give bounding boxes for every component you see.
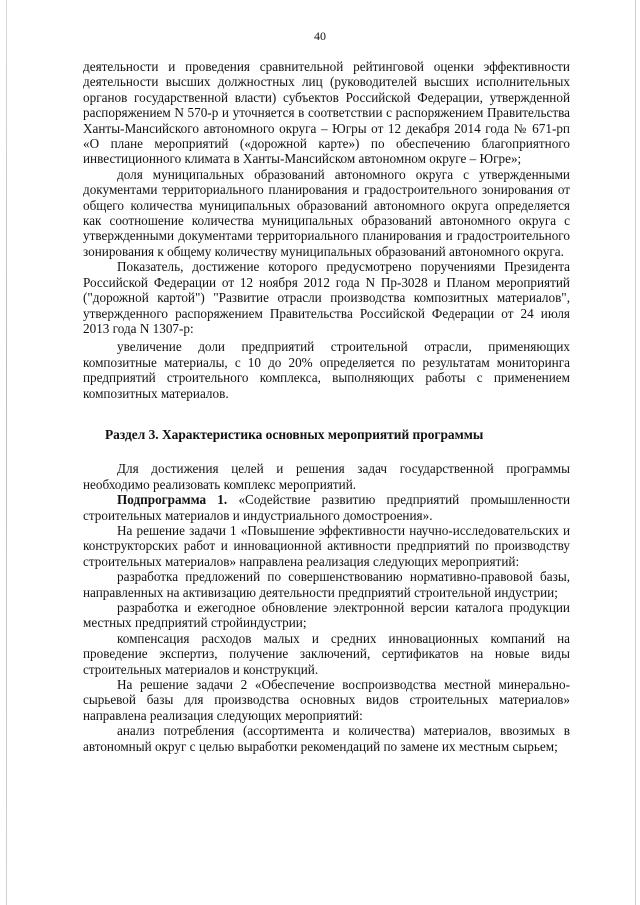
- paragraph-1: деятельности и проведения сравнительной рейтинговой оценки эффективности деятельности высших должностных лиц (руководителей высших исполнительных органов государственной власти) субъектов Российской Федерации, утвержденной распоряжением N 570-р и уточняется в соответствии с распоряжением Правительства Ханты-Мансийского автономного округа – Югры от 12 декабря 2014 года № 671-рп «О плане мероприятий («дорожной карте») по обеспечению благоприятного инвестиционного климата в Ханты-Мансийском автономном округе – Югре»;: [83, 59, 570, 167]
- scan-edge-left: [6, 0, 7, 905]
- paragraph-4: увеличение доли предприятий строительной отрасли, применяющих композитные материалы, с 10 до 20% определяется по результатам мониторинга предприятий строительного комплекса, выполняющих работы с применением композитных материалов.: [83, 339, 570, 401]
- list-item-4: анализ потребления (ассортимента и количества) материалов, ввозимых в автономный округ с целью выработки рекомендаций по замене их местным сырьем;: [83, 723, 570, 754]
- subprogram-1-text: «Содействие развитию предприятий промышленности строительных материалов и индустриального домостроения».: [83, 492, 570, 523]
- document-body: [83, 59, 570, 754]
- section-heading: Раздел 3. Характеристика основных мероприятий программы: [105, 426, 484, 442]
- paragraph-2: доля муниципальных образований автономного округа с утвержденными документами территориального планирования и градостроительного зонирования от общего количества муниципальных образований автономного округа определяется как соотношение количества муниципальных образований автономного округа с утвержденными документами территориального планирования и градостроительного зонирования к общему количеству муниципальных образований автономного округа.: [83, 166, 570, 259]
- paragraph-subprogram-1: [83, 492, 570, 523]
- paragraph-task-1: На решение задачи 1 «Повышение эффективности научно-исследовательских и конструкторских работ и инновационной активности предприятий по производству строительных материалов» направлена реализация следующих мероприятий:: [83, 522, 570, 569]
- scan-edge-right: [635, 0, 636, 905]
- paragraph-intro: Для достижения целей и решения задач государственной программы необходимо реализовать комплекс мероприятий.: [83, 461, 570, 492]
- list-item-1: разработка предложений по совершенствованию нормативно-правовой базы, направленных на активизацию деятельности предприятий строительной индустрии;: [83, 569, 570, 600]
- paragraph-3: Показатель, достижение которого предусмотрено поручениями Президента Российской Федерации от 12 ноября 2012 года N Пр-3028 и Планом мероприятий ("дорожной картой") "Развитие отрасли производства композитных материалов", утвержденного распоряжением Правительства Российской Федерации от 24 июля 2013 года N 1307-р:: [83, 259, 570, 336]
- subprogram-1-label: Подпрограмма 1.: [117, 492, 228, 508]
- paragraph-task-2: На решение задачи 2 «Обеспечение воспроизводства местной минерально-сырьевой базы для производства основных видов строительных материалов» направлена реализация следующих мероприятий:: [83, 677, 570, 723]
- list-item-2: разработка и ежегодное обновление электронной версии каталога продукции местных предприятий стройиндустрии;: [83, 600, 570, 631]
- list-item-3: компенсация расходов малых и средних инновационных компаний на проведение экспертиз, получение заключений, сертификатов на новые виды строительных материалов и конструкций.: [83, 630, 570, 677]
- page-number: 40: [314, 29, 326, 43]
